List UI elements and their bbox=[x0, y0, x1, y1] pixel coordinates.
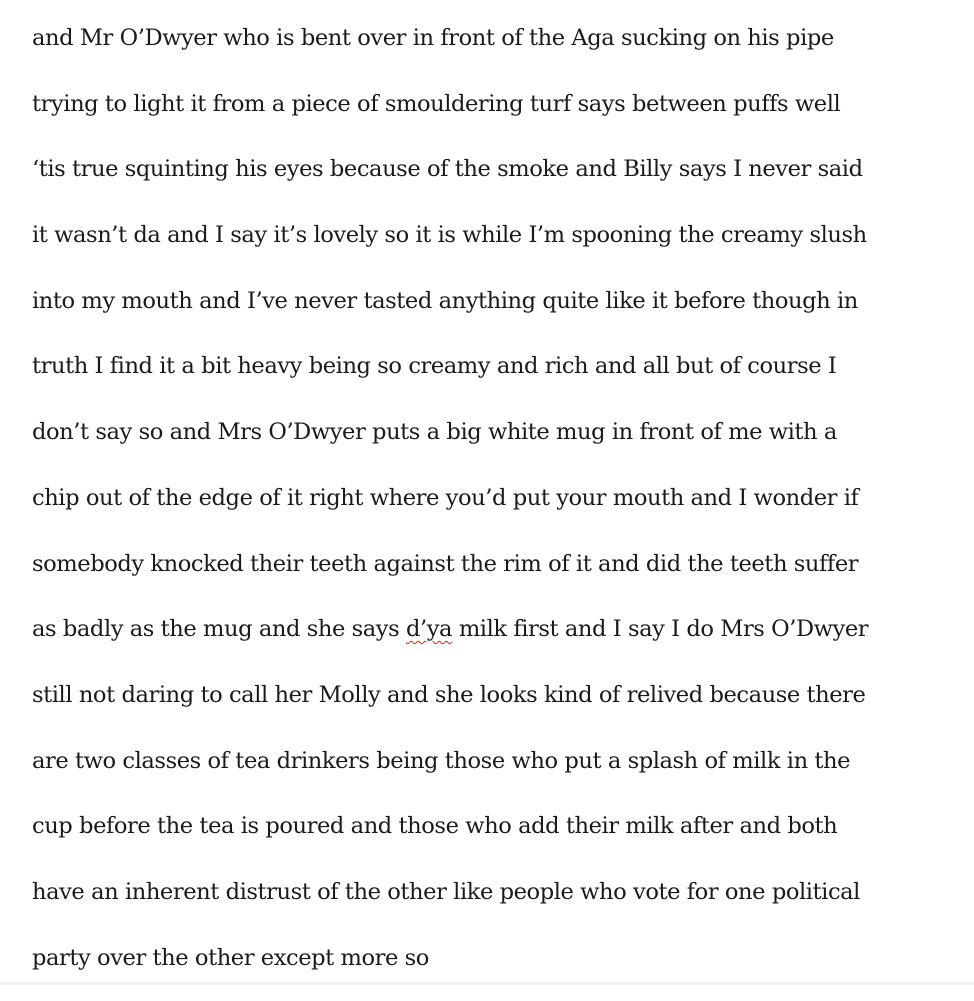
text-line-14: have an inherent distrust of the other like people who vote for one political bbox=[32, 878, 860, 905]
text-line-9: somebody knocked their teeth against the rim of it and did the teeth suffer bbox=[32, 550, 859, 577]
text-line-5: into my mouth and I’ve never tasted anything quite like it before though in bbox=[32, 287, 858, 314]
text-line-7: don’t say so and Mrs O’Dwyer puts a big white mug in front of me with a bbox=[32, 419, 837, 446]
text-line-11: still not daring to call her Molly and she looks kind of relived because there bbox=[32, 681, 866, 708]
spelling-error-word[interactable]: d’ya bbox=[406, 616, 453, 643]
text-line-8: chip out of the edge of it right where you’d put your mouth and I wonder if bbox=[32, 484, 859, 511]
text-line-2: trying to light it from a piece of smouldering turf says between puffs well bbox=[32, 90, 841, 117]
text-line-10-before: as badly as the mug and she says bbox=[32, 616, 406, 643]
text-line-15: party over the other except more so bbox=[32, 944, 429, 971]
text-line-6: truth I find it a bit heavy being so creamy and rich and all but of course I bbox=[32, 353, 837, 380]
text-line-1: and Mr O’Dwyer who is bent over in front of the Aga sucking on his pipe bbox=[32, 25, 834, 51]
text-line-10 bbox=[32, 607, 962, 673]
text-line-3: ‘tis true squinting his eyes because of the smoke and Billy says I never said bbox=[32, 156, 863, 183]
text-line-12: are two classes of tea drinkers being those who put a splash of milk in the bbox=[32, 747, 851, 774]
text-line-4: it wasn’t da and I say it’s lovely so it is while I’m spooning the creamy slush bbox=[32, 222, 867, 249]
text-line-13: cup before the tea is poured and those who add their milk after and both bbox=[32, 813, 838, 840]
text-line-10-after: milk first and I say I do Mrs O’Dwyer bbox=[452, 616, 869, 643]
document-body[interactable] bbox=[32, 16, 962, 1001]
